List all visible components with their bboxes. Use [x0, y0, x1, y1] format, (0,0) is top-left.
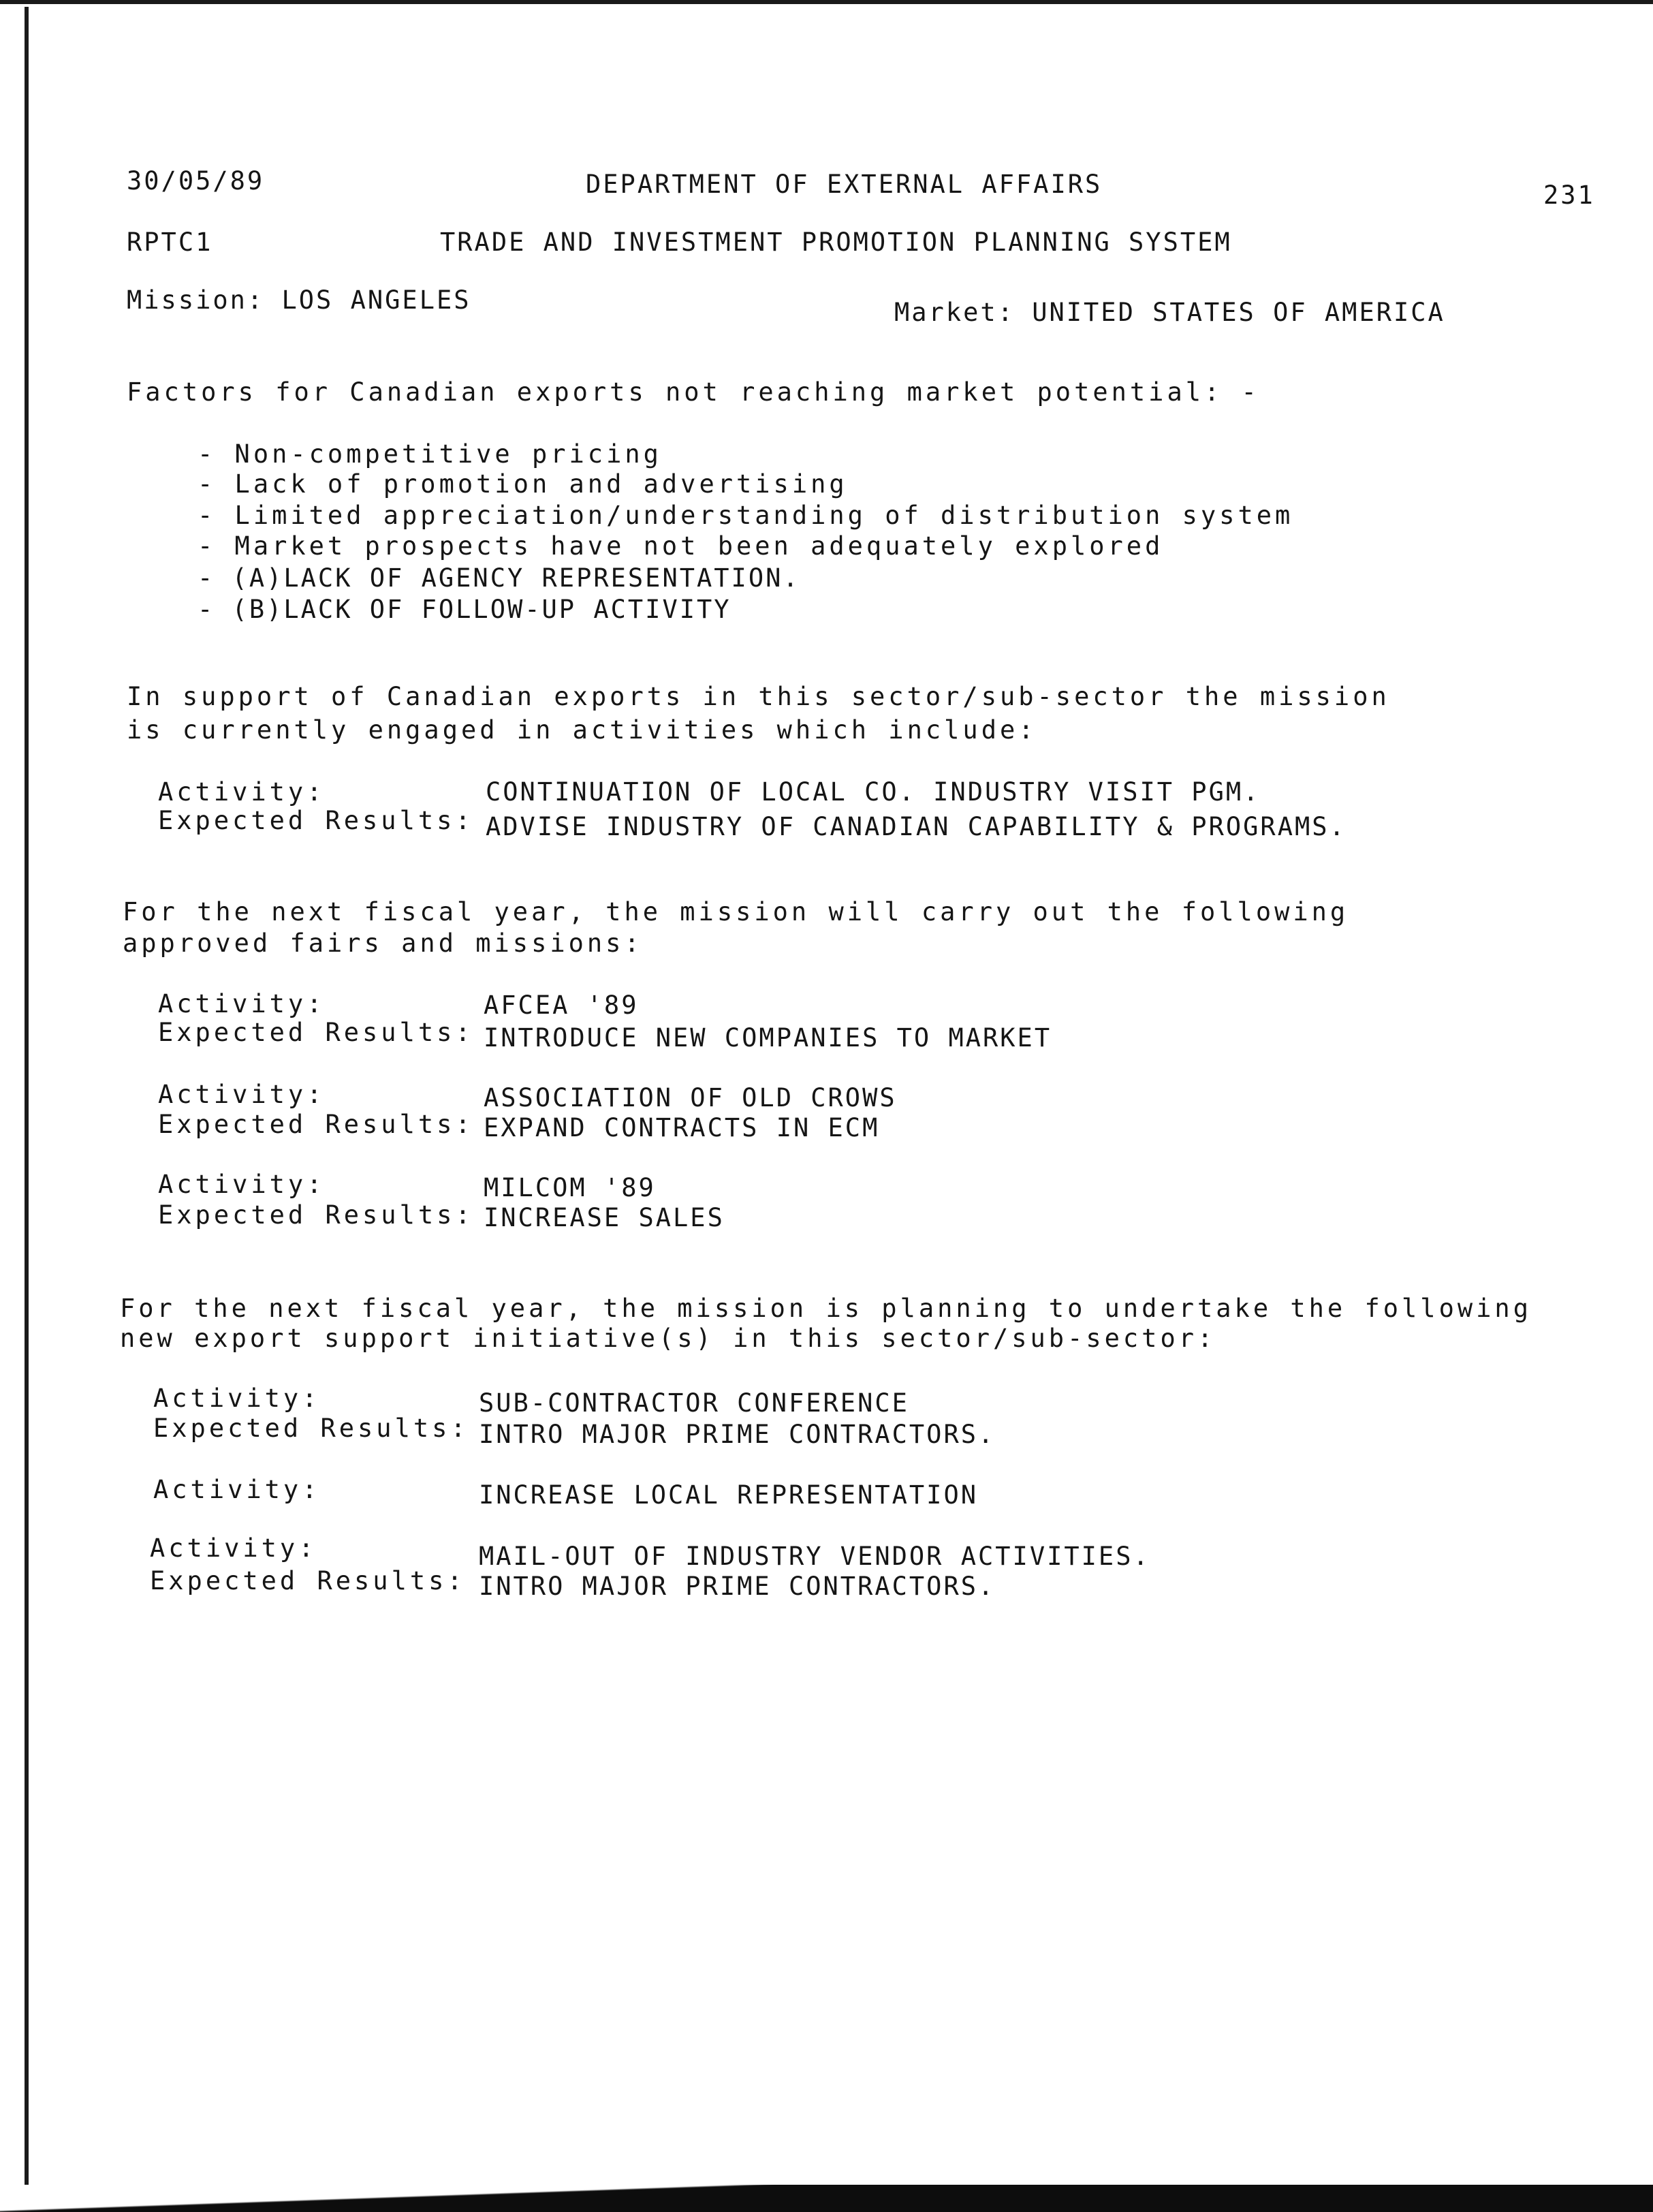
report-code: RPTC1 — [127, 228, 213, 257]
list-item: - Lack of promotion and advertising — [198, 469, 848, 499]
expected-results-value: EXPAND CONTRACTS IN ECM — [484, 1113, 880, 1142]
report-date: 30/05/89 — [127, 166, 265, 196]
expected-results-label: Expected Results: — [158, 1018, 474, 1047]
activity-label: Activity: — [150, 1533, 317, 1563]
expected-results-label: Expected Results: — [158, 806, 474, 835]
fairs-intro-line2: approved fairs and missions: — [123, 929, 643, 958]
activity-label: Activity: — [153, 1475, 321, 1504]
fairs-intro-line1: For the next fiscal year, the mission will carry out the following — [123, 897, 1349, 926]
department-name: DEPARTMENT OF EXTERNAL AFFAIRS — [586, 170, 1103, 199]
current-intro-line2: is currently engaged in activities which include: — [127, 715, 1037, 745]
activity-value: MILCOM '89 — [484, 1173, 656, 1202]
expected-results-value: INTRODUCE NEW COMPANIES TO MARKET — [484, 1023, 1052, 1053]
activity-label: Activity: — [158, 1080, 326, 1109]
expected-results-value: INTRO MAJOR PRIME CONTRACTORS. — [479, 1572, 996, 1601]
list-item: - Market prospects have not been adequately explored — [198, 531, 1164, 561]
expected-results-label: Expected Results: — [153, 1414, 469, 1443]
initiatives-intro-line1: For the next fiscal year, the mission is planning to undertake the following — [120, 1294, 1532, 1323]
activity-value: ASSOCIATION OF OLD CROWS — [484, 1083, 897, 1112]
activity-value: CONTINUATION OF LOCAL CO. INDUSTRY VISIT PGM. — [486, 777, 1261, 807]
activity-label: Activity: — [158, 989, 326, 1018]
expected-results-value: INTRO MAJOR PRIME CONTRACTORS. — [479, 1420, 996, 1449]
activity-value: SUB-CONTRACTOR CONFERENCE — [479, 1388, 909, 1418]
initiatives-intro-line2: new export support initiative(s) in this sector/sub-sector: — [120, 1324, 1216, 1353]
expected-results-label: Expected Results: — [150, 1566, 466, 1595]
list-item: - (B)LACK OF FOLLOW-UP ACTIVITY — [198, 595, 731, 624]
list-item: - (A)LACK OF AGENCY REPRESENTATION. — [198, 563, 800, 593]
expected-results-value: ADVISE INDUSTRY OF CANADIAN CAPABILITY & PROGRAMS. — [486, 812, 1347, 841]
expected-results-label: Expected Results: — [158, 1200, 474, 1230]
factors-heading: Factors for Canadian exports not reaching market potential: - — [127, 377, 1260, 407]
scan-bottom-edge — [0, 2185, 1653, 2212]
activity-value: AFCEA '89 — [484, 991, 639, 1020]
activity-label: Activity: — [158, 777, 326, 807]
market-field: Market: UNITED STATES OF AMERICA — [894, 298, 1445, 327]
system-title: TRADE AND INVESTMENT PROMOTION PLANNING SYSTEM — [440, 228, 1232, 257]
list-item: - Non-competitive pricing — [198, 439, 662, 469]
scan-top-edge — [0, 0, 1653, 4]
scan-left-edge — [25, 7, 29, 2187]
activity-label: Activity: — [158, 1170, 326, 1199]
activity-value: INCREASE LOCAL REPRESENTATION — [479, 1480, 979, 1510]
expected-results-value: INCREASE SALES — [484, 1203, 725, 1232]
list-item: - Limited appreciation/understanding of distribution system — [198, 501, 1294, 530]
activity-value: MAIL-OUT OF INDUSTRY VENDOR ACTIVITIES. — [479, 1542, 1150, 1571]
mission-field: Mission: LOS ANGELES — [127, 285, 471, 315]
page-number: 231 — [1543, 181, 1595, 210]
current-intro-line1: In support of Canadian exports in this sector/sub-sector the mission — [127, 682, 1390, 711]
activity-label: Activity: — [153, 1384, 321, 1413]
expected-results-label: Expected Results: — [158, 1110, 474, 1139]
